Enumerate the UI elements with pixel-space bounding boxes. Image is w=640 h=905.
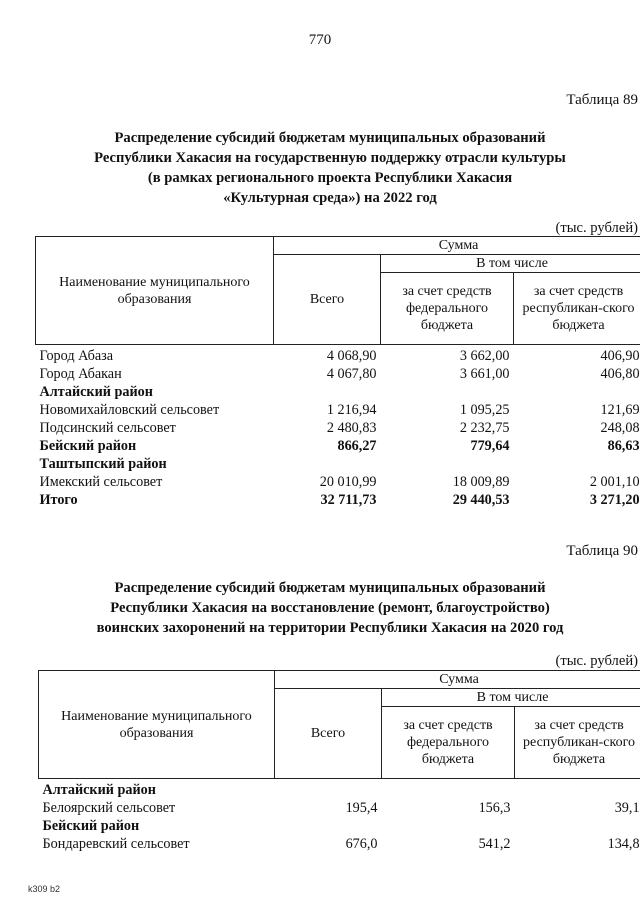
cell-name: Белоярский сельсовет (42, 800, 176, 816)
cell-republic (515, 817, 640, 835)
header-name: Наименование муниципального образования (39, 671, 275, 779)
cell-name: Итого (39, 492, 78, 508)
cell-federal: 779,64 (470, 438, 510, 454)
table-90-title-line: Распределение субсидий бюджетам муниципальных образований (114, 580, 546, 596)
header-total: Всего (275, 689, 382, 779)
cell-name: Алтайский район (39, 384, 153, 400)
table-row (39, 799, 640, 817)
cell-total: 32 711,73 (320, 492, 377, 508)
cell-total: 4 067,80 (326, 366, 377, 382)
cell-republic: 86,63 (607, 438, 640, 454)
cell-republic: 406,90 (600, 348, 640, 364)
cell-name: Имекский сельсовет (39, 474, 163, 490)
header-sum: Сумма (275, 671, 640, 689)
cell-total: 866,27 (337, 438, 377, 454)
cell-name: Бейский район (42, 818, 140, 834)
table-row (36, 365, 640, 383)
table-row (36, 383, 640, 401)
table-90-body (39, 779, 640, 854)
page-number: 770 (308, 32, 332, 48)
table-89-title-line: Республики Хакасия на государственную поддержку отрасли культуры (94, 150, 566, 166)
cell-republic (515, 779, 640, 800)
header-federal: за счет средств федерального бюджета (382, 707, 515, 779)
cell-federal: 29 440,53 (452, 492, 510, 508)
cell-republic: 248,08 (600, 420, 640, 436)
header-republic: за счет средств республикан-ского бюджета (514, 273, 640, 345)
cell-total: 1 216,94 (326, 402, 377, 418)
cell-name: Новомихайловский сельсовет (39, 402, 220, 418)
cell-total: 20 010,99 (319, 474, 377, 490)
cell-federal: 18 009,89 (452, 474, 510, 490)
cell-name: Подсинский сельсовет (39, 420, 176, 436)
table-90-units: (тыс. рублей) (555, 653, 638, 669)
footer-code: k309 b2 (28, 884, 61, 894)
table-row (36, 401, 640, 419)
cell-name: Алтайский район (42, 782, 156, 798)
cell-federal: 2 232,75 (459, 420, 510, 436)
cell-republic (514, 455, 640, 473)
cell-name: Бондаревский сельсовет (42, 836, 190, 852)
table-row (39, 835, 640, 853)
cell-name: Таштыпский район (39, 456, 167, 472)
cell-name: Город Абаза (39, 348, 114, 364)
table-89-title-line: «Культурная среда») на 2022 год (223, 190, 437, 206)
cell-federal: 541,2 (478, 836, 511, 852)
cell-federal: 3 661,00 (459, 366, 510, 382)
cell-total: 4 068,90 (326, 348, 377, 364)
cell-name: Город Абакан (39, 366, 122, 382)
table-90 (38, 670, 640, 853)
cell-federal: 156,3 (478, 800, 511, 816)
cell-republic: 121,69 (600, 402, 640, 418)
header-sum: Сумма (274, 237, 640, 255)
header-republic: за счет средств республикан-ского бюджета (515, 707, 640, 779)
cell-republic: 134,8 (607, 836, 640, 852)
cell-total (275, 817, 382, 835)
cell-total: 195,4 (345, 800, 378, 816)
table-89-title-line: Распределение субсидий бюджетам муниципальных образований (114, 130, 546, 146)
table-row (36, 473, 640, 491)
cell-republic: 406,80 (600, 366, 640, 382)
table-89-label: Таблица 89 (566, 92, 638, 108)
header-total: Всего (274, 255, 381, 345)
cell-republic: 3 271,20 (589, 492, 640, 508)
cell-name: Бейский район (39, 438, 137, 454)
table-row (36, 437, 640, 455)
cell-republic (514, 383, 640, 401)
table-row (36, 345, 640, 366)
table-89-title-line: (в рамках регионального проекта Республики Хакасия (147, 170, 513, 186)
header-federal: за счет средств федерального бюджета (381, 273, 514, 345)
cell-republic: 39,1 (614, 800, 640, 816)
cell-federal (382, 779, 515, 800)
cell-federal: 1 095,25 (459, 402, 510, 418)
table-90-title (0, 578, 640, 638)
table-90-title-line: воинских захоронений на территории Республики Хакасия на 2020 год (96, 620, 564, 636)
table-90-title-line: Республики Хакасия на восстановление (ремонт, благоустройство) (110, 600, 550, 616)
table-row (36, 491, 640, 509)
table-89-units: (тыс. рублей) (555, 220, 638, 236)
cell-federal: 3 662,00 (459, 348, 510, 364)
table-row (39, 779, 640, 800)
cell-total: 2 480,83 (326, 420, 377, 436)
table-90-label: Таблица 90 (566, 543, 638, 559)
cell-total (275, 779, 382, 800)
cell-federal (381, 455, 514, 473)
header-including: В том числе (382, 689, 640, 707)
table-row (36, 455, 640, 473)
table-row (39, 817, 640, 835)
table-89-body (36, 345, 640, 510)
cell-federal (382, 817, 515, 835)
header-including: В том числе (381, 255, 640, 273)
header-name: Наименование муниципального образования (36, 237, 274, 345)
cell-federal (381, 383, 514, 401)
cell-total (274, 383, 381, 401)
cell-republic: 2 001,10 (589, 474, 640, 490)
table-89 (35, 236, 640, 509)
table-89-title (0, 128, 640, 208)
table-row (36, 419, 640, 437)
cell-total (274, 455, 381, 473)
cell-total: 676,0 (345, 836, 378, 852)
